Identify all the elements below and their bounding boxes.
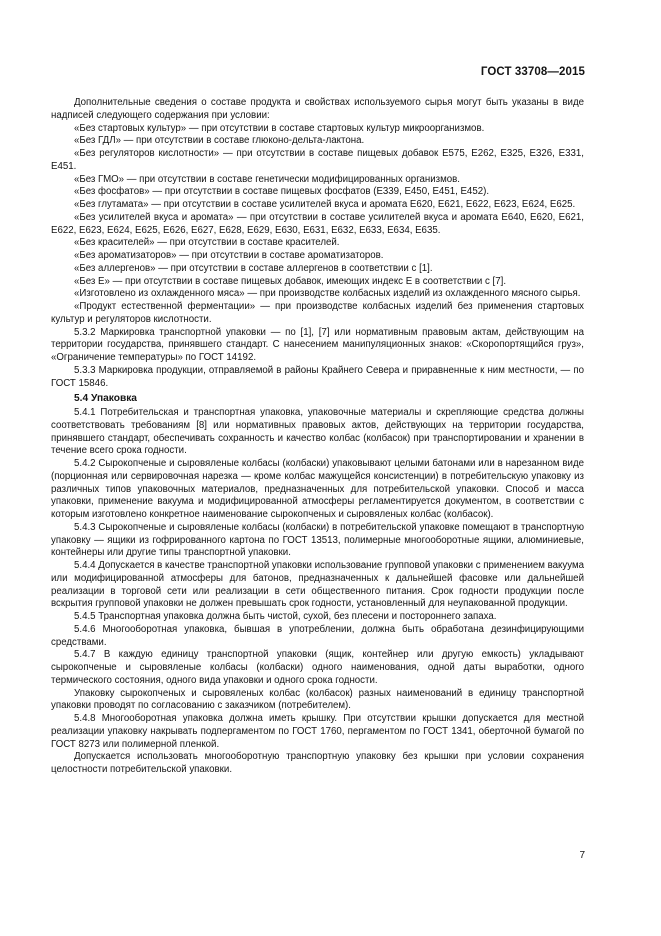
- paragraph: «Продукт естественной ферментации» — при производстве колбасных изделий без применения стартовых культур и регуляторов кислотности.: [51, 301, 584, 325]
- page-number: 7: [579, 850, 585, 861]
- paragraph: «Без фосфатов» — при отсутствии в составе пищевых фосфатов (Е339, Е450, Е451, Е452).: [74, 186, 490, 198]
- paragraph: 5.4.2 Сырокопченые и сыровяленые колбасы (колбаски) упаковывают целыми батонами или в нарезанном виде (порционная или сервировочная нарезка — кроме колбас мажущейся консистенции) в потребительскую упаковку из различных типов упаковочных материалов, предназначенных для потребительской упаковки. Способ и масса упаковки, применение вакуума и модифицированной атмосферы регламентируется документом, в соответствии с которым изготовлено конкретное наименование сырокопченых и сыровяленых колбас (колбасок).: [51, 458, 584, 520]
- body-text: [51, 97, 584, 777]
- paragraph: «Без глутамата» — при отсутствии в составе усилителей вкуса и аромата Е620, Е621, Е622, Е623, Е624, Е625.: [74, 199, 576, 210]
- paragraph: 5.4.4 Допускается в качестве транспортной упаковки использование групповой упаковки с применением вакуума или модифицированной атмосферы для батонов, предназначенных к дальнейшей фасовке или дальнейшей реализации в торговой сети или реализации в сети общественного питания. Срок годности продукции после вскрытия групповой упаковки не должен превышать срок годности, установленный для неупакованной продукции.: [51, 560, 585, 610]
- paragraph: Упаковку сырокопченых и сыровяленых колбас (колбасок) разных наименований в единицу транспортной упаковки проводят по согласованию с заказчиком (потребителем).: [51, 687, 584, 712]
- paragraph: «Без стартовых культур» — при отсутствии в составе стартовых культур микроорганизмов.: [74, 122, 485, 134]
- paragraph: Допускается использовать многооборотную транспортную упаковку без крышки при условии сохранения целостности потребительской упаковки.: [51, 751, 584, 775]
- paragraph: «Без регуляторов кислотности» — при отсутствии в составе пищевых добавок Е575, Е262, Е325, Е326, Е331, Е451.: [51, 148, 584, 172]
- paragraph: 5.3.2 Маркировка транспортной упаковки — по [1], [7] или нормативным правовым актам, действующим на территории государства, принявшего стандарт. С нанесением манипуляционных знаков: «Скоропортящийся груз», «Ограничение температуры» по ГОСТ 14192.: [51, 326, 584, 363]
- standard-header: ГОСТ 33708—2015: [480, 66, 585, 78]
- section-heading: 5.4 Упаковка: [74, 393, 137, 405]
- paragraph: Дополнительные сведения о составе продукта и свойствах используемого сырья могут быть указаны в виде надписей следующего содержания при условии:: [51, 97, 584, 121]
- paragraph: «Изготовлено из охлажденного мяса» — при производстве колбасных изделий из охлажденного мясного сырья.: [74, 288, 581, 300]
- paragraph: 5.4.3 Сырокопченые и сыровяленые колбасы (колбаски) в потребительской упаковке помещают в транспортную упаковку — ящики из гофрированного картона по ГОСТ 13513, полимерные многооборотные ящики, алюминиевые, контейнеры или другие типы транспортной упаковки.: [51, 521, 584, 559]
- paragraph: «Без ГМО» — при отсутствии в составе генетически модифицированных организмов.: [74, 173, 460, 185]
- paragraph: 5.4.8 Многооборотная упаковка должна иметь крышку. При отсутствии крышки допускается для местной реализации упаковку накрывать подпергаментом по ГОСТ 1760, пергаментом по ГОСТ 1341, оберточной бумагой по ГОСТ 8273 или полимерной пленкой.: [51, 713, 584, 750]
- paragraph: «Без красителей» — при отсутствии в составе красителей.: [74, 237, 340, 249]
- paragraph: 5.4.1 Потребительская и транспортная упаковка, упаковочные материалы и скрепляющие средства должны соответствовать требованиям [8] или нормативных правовых актов, действующих на территории государства, принявшего стандарт, обеспечивать сохранность и качество колбас (колбасок) при транспортировании и хранении в течение всего срока годности.: [51, 407, 584, 457]
- paragraph: «Без ароматизаторов» — при отсутствии в составе ароматизаторов.: [74, 250, 384, 261]
- paragraph: 5.4.7 В каждую единицу транспортной упаковки (ящик, контейнер или другую емкость) укладывают сырокопченые и сыровяленые колбасы (колбаски) одного наименования, одной даты выработки, одного термического состояния, одного вида упаковки и одного срока годности.: [51, 649, 584, 686]
- paragraph: 5.4.6 Многооборотная упаковка, бывшая в употреблении, должна быть обработана дезинфицирующими средствами.: [51, 623, 584, 648]
- paragraph: «Без ГДЛ» — при отсутствии в составе глюконо-дельта-лактона.: [74, 135, 365, 147]
- paragraph: 5.4.5 Транспортная упаковка должна быть чистой, сухой, без плесени и постороннего запаха.: [74, 611, 497, 622]
- paragraph: «Без усилителей вкуса и аромата» — при отсутствии в составе усилителей вкуса и аромата Е640, Е620, Е621, Е622, Е623, Е624, Е625, Е626, Е627, Е628, Е629, Е630, Е631, Е632, Е633, Е634, Е635.: [51, 211, 584, 236]
- paragraph: «Без аллергенов» — при отсутствии в составе аллергенов в соответствии с [1].: [74, 262, 433, 274]
- paragraph: «Без Е» — при отсутствии в составе пищевых добавок, имеющих индекс Е в соответствии с [7].: [74, 275, 507, 287]
- paragraph: 5.3.3 Маркировка продукции, отправляемой в районы Крайнего Севера и приравненные к ним местности, — по ГОСТ 15846.: [51, 364, 584, 389]
